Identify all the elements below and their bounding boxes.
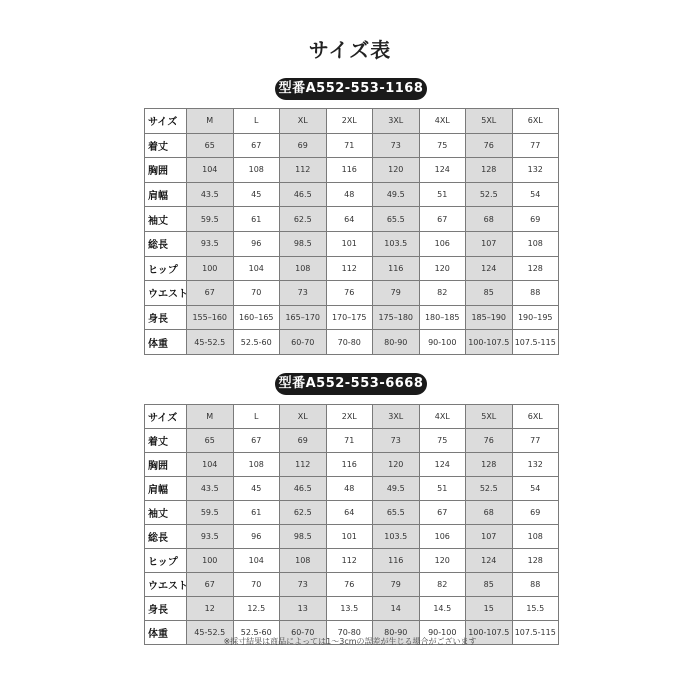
value-cell: 124	[466, 549, 513, 573]
value-cell: 80-90	[373, 621, 420, 645]
measure-label-cell: 袖丈	[145, 207, 187, 232]
value-cell: 100-107.5	[466, 621, 513, 645]
value-cell: 96	[233, 525, 280, 549]
value-cell: 12.5	[233, 597, 280, 621]
value-cell: 132	[512, 453, 559, 477]
measure-label-cell: 肩幅	[145, 477, 187, 501]
value-cell: 45-52.5	[187, 621, 234, 645]
value-cell: 112	[280, 453, 327, 477]
table-row	[145, 453, 559, 477]
value-cell: 51	[419, 182, 466, 207]
value-cell: 59.5	[187, 207, 234, 232]
table-row	[145, 207, 559, 232]
value-cell: 43.5	[187, 182, 234, 207]
table-row	[145, 597, 559, 621]
value-cell: 90-100	[419, 330, 466, 355]
value-cell: 82	[419, 281, 466, 306]
value-cell: 59.5	[187, 501, 234, 525]
value-cell: 69	[512, 501, 559, 525]
size-header-cell: XL	[280, 109, 327, 134]
value-cell: 128	[512, 549, 559, 573]
size-header-cell: 4XL	[419, 109, 466, 134]
value-cell: 108	[512, 231, 559, 256]
value-cell: 73	[280, 281, 327, 306]
value-cell: 71	[326, 429, 373, 453]
value-cell: 12	[187, 597, 234, 621]
value-cell: 88	[512, 281, 559, 306]
value-cell: 101	[326, 525, 373, 549]
size-header-cell: L	[233, 109, 280, 134]
value-cell: 106	[419, 525, 466, 549]
size-table-1-body	[145, 109, 559, 355]
measure-label-cell: 胸囲	[145, 453, 187, 477]
value-cell: 108	[512, 525, 559, 549]
value-cell: 65.5	[373, 501, 420, 525]
value-cell: 73	[373, 133, 420, 158]
value-cell: 52.5-60	[233, 330, 280, 355]
value-cell: 69	[512, 207, 559, 232]
value-cell: 128	[466, 158, 513, 183]
value-cell: 70	[233, 281, 280, 306]
value-cell: 80-90	[373, 330, 420, 355]
size-header-cell: 4XL	[419, 405, 466, 429]
value-cell: 52.5-60	[233, 621, 280, 645]
value-cell: 77	[512, 133, 559, 158]
value-cell: 54	[512, 477, 559, 501]
value-cell: 124	[466, 256, 513, 281]
measure-label-cell: 肩幅	[145, 182, 187, 207]
size-header-cell: M	[187, 405, 234, 429]
value-cell: 124	[419, 453, 466, 477]
value-cell: 85	[466, 573, 513, 597]
measure-label-cell: 袖丈	[145, 501, 187, 525]
value-cell: 65	[187, 133, 234, 158]
value-cell: 49.5	[373, 477, 420, 501]
table-row	[145, 281, 559, 306]
value-cell: 98.5	[280, 231, 327, 256]
value-cell: 190–195	[512, 305, 559, 330]
size-table-1	[144, 108, 559, 355]
value-cell: 85	[466, 281, 513, 306]
value-cell: 107	[466, 231, 513, 256]
value-cell: 67	[233, 429, 280, 453]
value-cell: 107.5-115	[512, 330, 559, 355]
value-cell: 70-80	[326, 330, 373, 355]
page-title: サイズ表	[308, 38, 392, 62]
value-cell: 52.5	[466, 477, 513, 501]
value-cell: 68	[466, 501, 513, 525]
value-cell: 160–165	[233, 305, 280, 330]
size-header-cell: L	[233, 405, 280, 429]
value-cell: 104	[187, 453, 234, 477]
value-cell: 77	[512, 429, 559, 453]
value-cell: 103.5	[373, 525, 420, 549]
size-header-cell: 2XL	[326, 405, 373, 429]
table-row	[145, 133, 559, 158]
measure-label-cell: ヒップ	[145, 256, 187, 281]
measure-label-cell: 身長	[145, 597, 187, 621]
table-row	[145, 573, 559, 597]
value-cell: 104	[233, 256, 280, 281]
measure-label-cell: 胸囲	[145, 158, 187, 183]
table-row	[145, 231, 559, 256]
table-row	[145, 549, 559, 573]
value-cell: 69	[280, 429, 327, 453]
measure-label-cell: ウエスト	[145, 281, 187, 306]
value-cell: 76	[326, 573, 373, 597]
value-cell: 75	[419, 429, 466, 453]
value-cell: 67	[187, 281, 234, 306]
value-cell: 155–160	[187, 305, 234, 330]
value-cell: 45	[233, 477, 280, 501]
measurement-note: ※採寸結果は商品によっては1〜3cmの誤差が生じる場合がございます	[223, 637, 477, 646]
value-cell: 51	[419, 477, 466, 501]
size-header-cell: 3XL	[373, 109, 420, 134]
value-cell: 120	[373, 453, 420, 477]
table-row	[145, 158, 559, 183]
size-table-2-body	[145, 405, 559, 645]
value-cell: 180–185	[419, 305, 466, 330]
size-header-cell: 5XL	[466, 109, 513, 134]
value-cell: 79	[373, 573, 420, 597]
value-cell: 132	[512, 158, 559, 183]
measure-label-cell: ヒップ	[145, 549, 187, 573]
measure-label-cell: 身長	[145, 305, 187, 330]
size-header-cell: M	[187, 109, 234, 134]
value-cell: 120	[373, 158, 420, 183]
table-row	[145, 182, 559, 207]
measure-label-cell: 体重	[145, 330, 187, 355]
value-cell: 60-70	[280, 330, 327, 355]
value-cell: 128	[512, 256, 559, 281]
model-badge-2: 型番A552-553-6668	[275, 373, 427, 395]
value-cell: 112	[326, 549, 373, 573]
value-cell: 104	[187, 158, 234, 183]
value-cell: 185–190	[466, 305, 513, 330]
value-cell: 48	[326, 477, 373, 501]
value-cell: 165–170	[280, 305, 327, 330]
value-cell: 73	[373, 429, 420, 453]
value-cell: 14.5	[419, 597, 466, 621]
value-cell: 103.5	[373, 231, 420, 256]
value-cell: 108	[280, 256, 327, 281]
value-cell: 60-70	[280, 621, 327, 645]
value-cell: 101	[326, 231, 373, 256]
value-cell: 106	[419, 231, 466, 256]
value-cell: 120	[419, 256, 466, 281]
measure-label-cell: 総長	[145, 525, 187, 549]
value-cell: 124	[419, 158, 466, 183]
value-cell: 65	[187, 429, 234, 453]
value-cell: 71	[326, 133, 373, 158]
value-cell: 67	[187, 573, 234, 597]
value-cell: 116	[326, 453, 373, 477]
size-header-cell: 3XL	[373, 405, 420, 429]
value-cell: 48	[326, 182, 373, 207]
value-cell: 90-100	[419, 621, 466, 645]
value-cell: 46.5	[280, 182, 327, 207]
value-cell: 46.5	[280, 477, 327, 501]
value-cell: 76	[466, 429, 513, 453]
value-cell: 61	[233, 207, 280, 232]
value-cell: 15	[466, 597, 513, 621]
measure-label-cell: 総長	[145, 231, 187, 256]
value-cell: 88	[512, 573, 559, 597]
value-cell: 62.5	[280, 207, 327, 232]
value-cell: 104	[233, 549, 280, 573]
value-cell: 175–180	[373, 305, 420, 330]
measure-label-cell: ウエスト	[145, 573, 187, 597]
value-cell: 112	[326, 256, 373, 281]
value-cell: 13.5	[326, 597, 373, 621]
value-cell: 107.5-115	[512, 621, 559, 645]
value-cell: 67	[233, 133, 280, 158]
value-cell: 67	[419, 501, 466, 525]
value-cell: 98.5	[280, 525, 327, 549]
value-cell: 116	[326, 158, 373, 183]
value-cell: 128	[466, 453, 513, 477]
value-cell: 65.5	[373, 207, 420, 232]
value-cell: 112	[280, 158, 327, 183]
value-cell: 108	[280, 549, 327, 573]
value-cell: 62.5	[280, 501, 327, 525]
header-row	[145, 405, 559, 429]
value-cell: 76	[326, 281, 373, 306]
size-table-2	[144, 404, 559, 645]
size-header-cell: 6XL	[512, 109, 559, 134]
value-cell: 69	[280, 133, 327, 158]
value-cell: 75	[419, 133, 466, 158]
value-cell: 64	[326, 501, 373, 525]
value-cell: 61	[233, 501, 280, 525]
value-cell: 79	[373, 281, 420, 306]
value-cell: 43.5	[187, 477, 234, 501]
model-badge-1: 型番A552-553-1168	[275, 78, 427, 100]
header-row	[145, 109, 559, 134]
value-cell: 170–175	[326, 305, 373, 330]
value-cell: 96	[233, 231, 280, 256]
value-cell: 13	[280, 597, 327, 621]
value-cell: 67	[419, 207, 466, 232]
value-cell: 45	[233, 182, 280, 207]
value-cell: 100	[187, 549, 234, 573]
value-cell: 107	[466, 525, 513, 549]
table-row	[145, 501, 559, 525]
size-header-cell: XL	[280, 405, 327, 429]
value-cell: 108	[233, 453, 280, 477]
size-label-cell: サイズ	[145, 405, 187, 429]
value-cell: 52.5	[466, 182, 513, 207]
value-cell: 93.5	[187, 525, 234, 549]
size-header-cell: 5XL	[466, 405, 513, 429]
value-cell: 45-52.5	[187, 330, 234, 355]
value-cell: 70-80	[326, 621, 373, 645]
value-cell: 15.5	[512, 597, 559, 621]
table-row	[145, 256, 559, 281]
value-cell: 116	[373, 256, 420, 281]
table-row	[145, 525, 559, 549]
value-cell: 64	[326, 207, 373, 232]
value-cell: 120	[419, 549, 466, 573]
value-cell: 49.5	[373, 182, 420, 207]
value-cell: 73	[280, 573, 327, 597]
value-cell: 93.5	[187, 231, 234, 256]
value-cell: 100	[187, 256, 234, 281]
table-row	[145, 477, 559, 501]
value-cell: 54	[512, 182, 559, 207]
value-cell: 108	[233, 158, 280, 183]
table-row	[145, 330, 559, 355]
value-cell: 68	[466, 207, 513, 232]
value-cell: 100-107.5	[466, 330, 513, 355]
table-row	[145, 305, 559, 330]
table-row	[145, 429, 559, 453]
value-cell: 70	[233, 573, 280, 597]
size-header-cell: 6XL	[512, 405, 559, 429]
measure-label-cell: 着丈	[145, 429, 187, 453]
value-cell: 116	[373, 549, 420, 573]
size-header-cell: 2XL	[326, 109, 373, 134]
size-label-cell: サイズ	[145, 109, 187, 134]
value-cell: 14	[373, 597, 420, 621]
measure-label-cell: 体重	[145, 621, 187, 645]
measure-label-cell: 着丈	[145, 133, 187, 158]
value-cell: 76	[466, 133, 513, 158]
value-cell: 82	[419, 573, 466, 597]
